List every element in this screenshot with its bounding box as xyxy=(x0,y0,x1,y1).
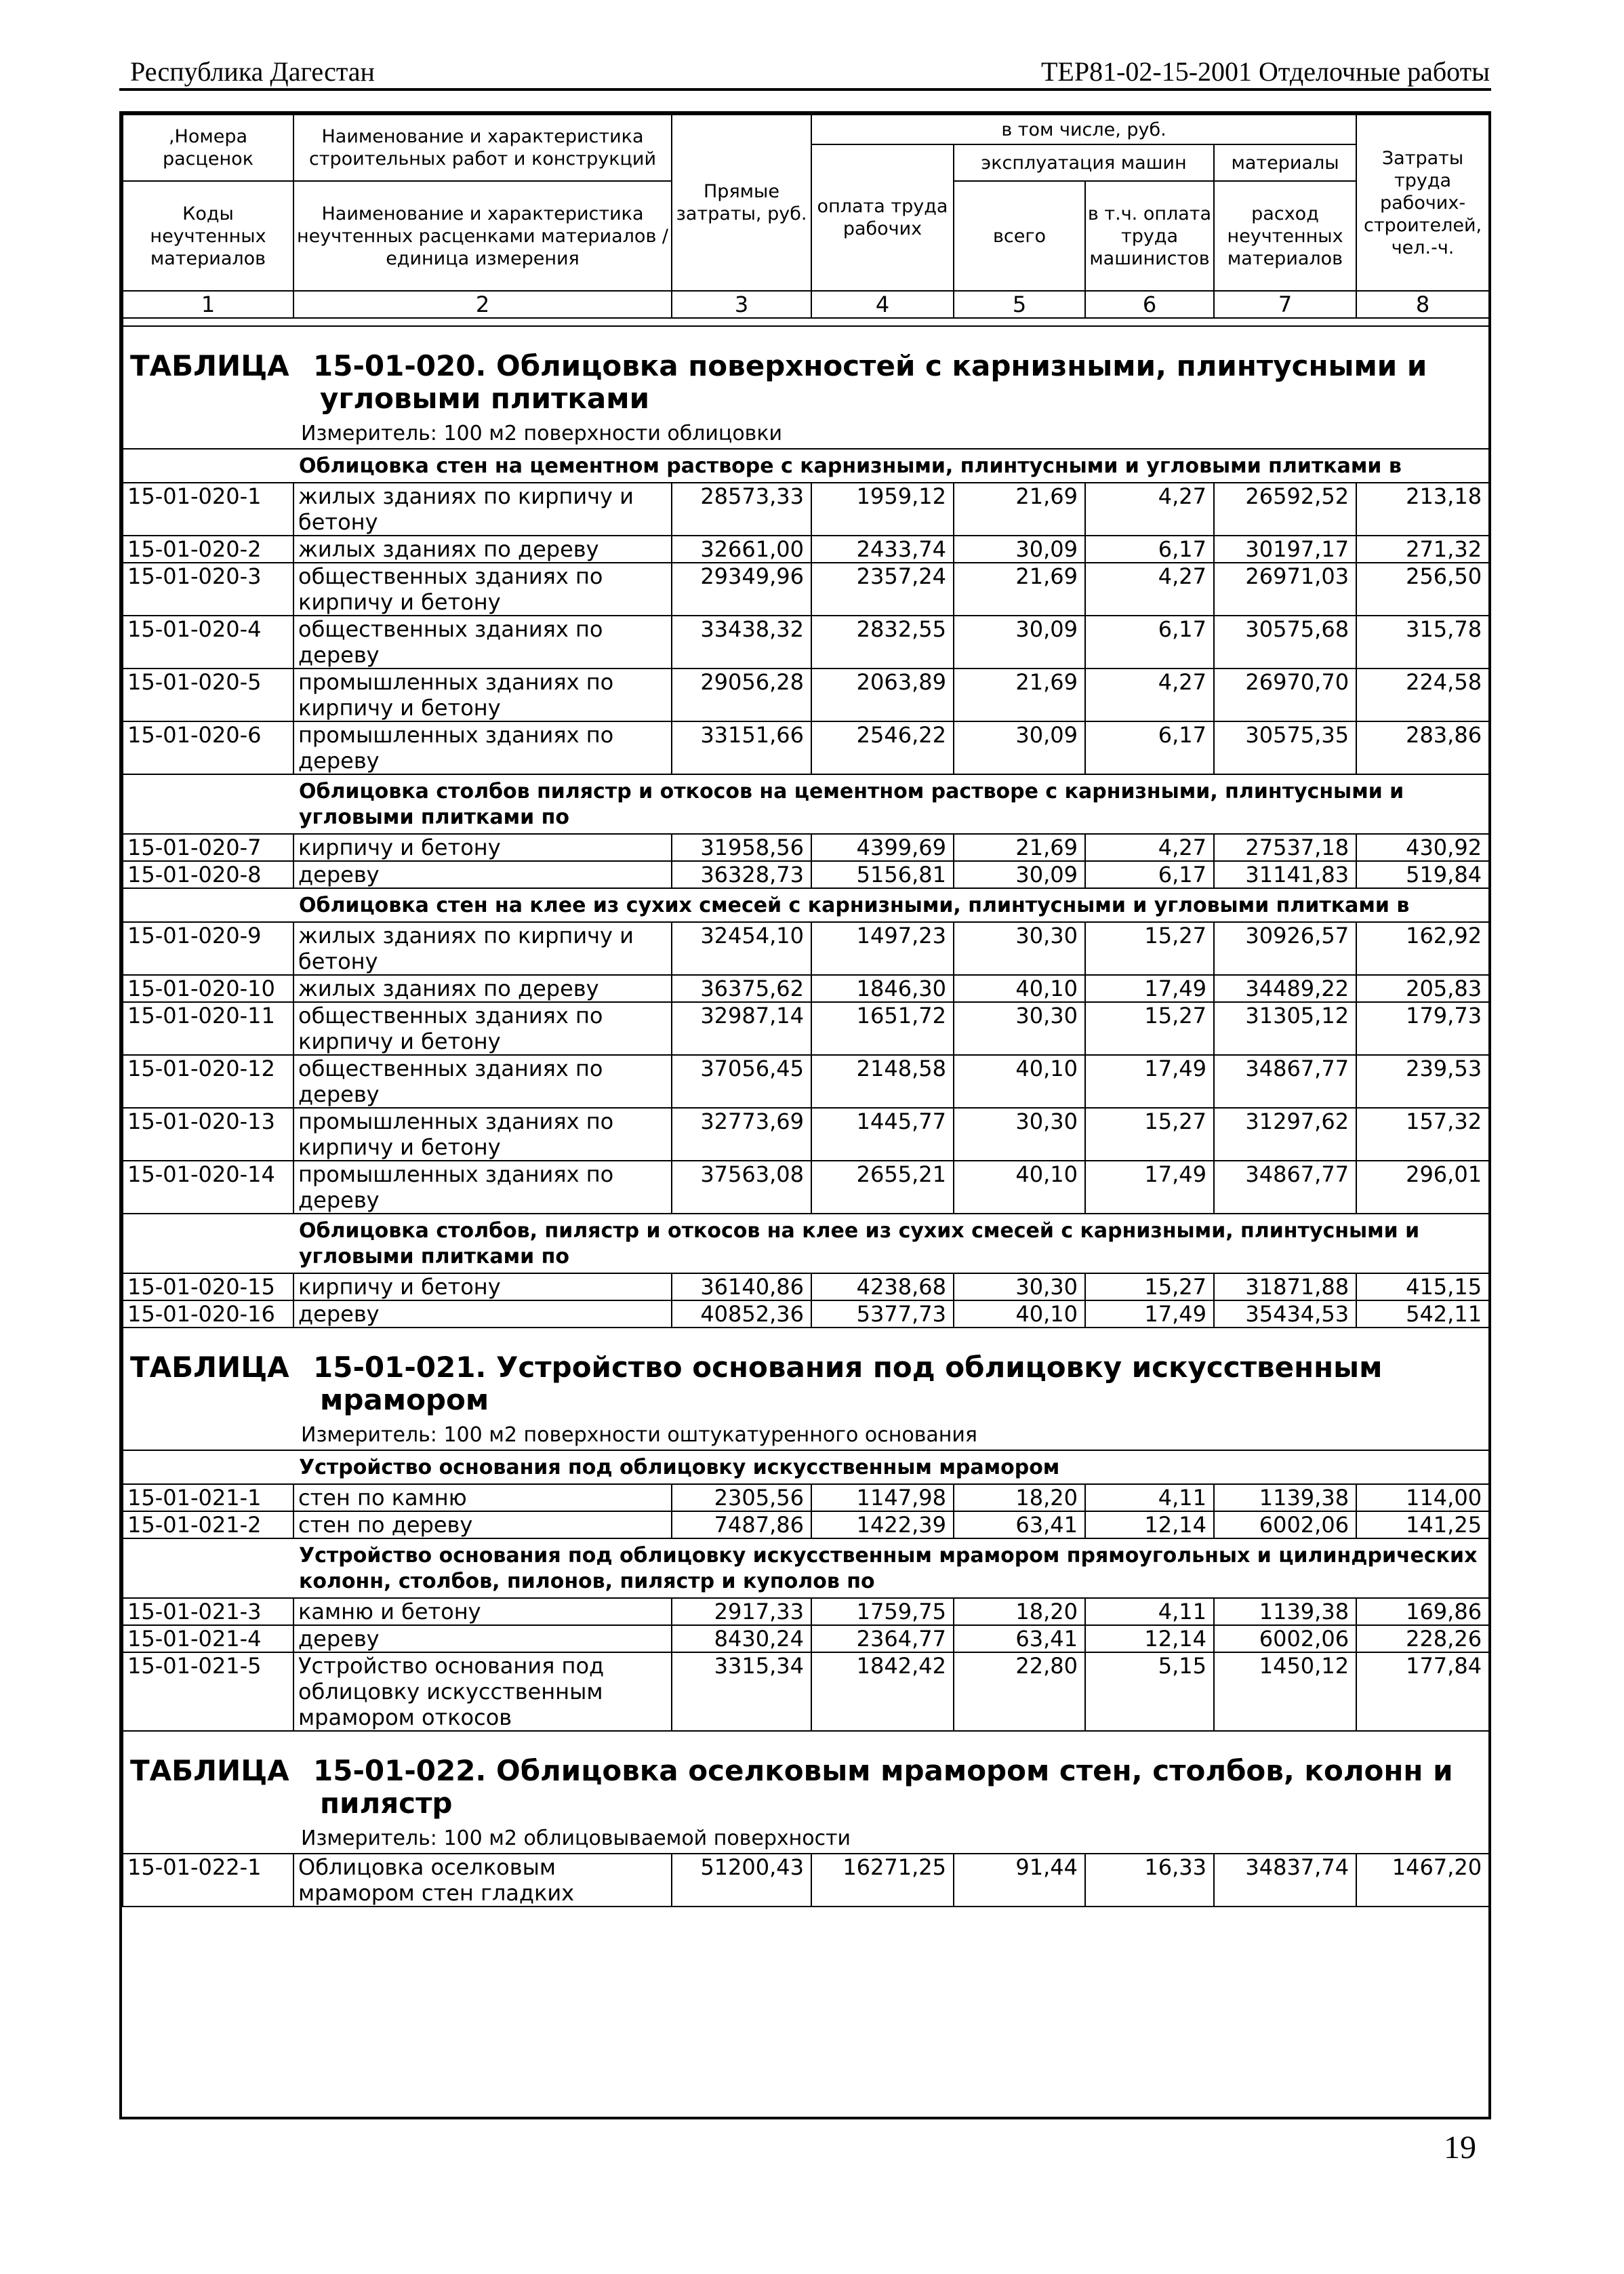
table-row xyxy=(123,1002,1489,1055)
rate-code: 15-01-020-13 xyxy=(123,1108,293,1161)
cost-value: 31305,12 xyxy=(1214,1002,1356,1055)
cost-value: 29349,96 xyxy=(672,563,811,616)
cost-value: 1139,38 xyxy=(1214,1598,1356,1625)
cost-value: 16,33 xyxy=(1085,1854,1214,1907)
cost-value: 40,10 xyxy=(954,975,1085,1002)
col2-header-top: Наименование и характеристика строительных работ и конструкций xyxy=(293,115,672,181)
cost-value: 1450,12 xyxy=(1214,1652,1356,1731)
cost-value: 4,11 xyxy=(1085,1598,1214,1625)
rate-code: 15-01-020-2 xyxy=(123,536,293,563)
price-table-frame xyxy=(119,111,1491,2119)
cost-value: 21,69 xyxy=(954,563,1085,616)
cost-value: 30575,68 xyxy=(1214,616,1356,669)
work-name: стен по камню xyxy=(293,1484,672,1511)
col5-header: всего xyxy=(954,181,1085,291)
cost-value: 169,86 xyxy=(1356,1598,1489,1625)
cost-value: 36328,73 xyxy=(672,861,811,888)
cost-value: 283,86 xyxy=(1356,721,1489,774)
cost-value: 157,32 xyxy=(1356,1108,1489,1161)
work-name: промышленных зданиях по дереву xyxy=(293,1161,672,1214)
work-name: жилых зданиях по дереву xyxy=(293,975,672,1002)
cost-value: 296,01 xyxy=(1356,1161,1489,1214)
col4-header: оплата труда рабочих xyxy=(811,144,954,291)
cost-value: 2433,74 xyxy=(811,536,954,563)
cost-value: 30,30 xyxy=(954,1273,1085,1300)
rate-code: 15-01-020-9 xyxy=(123,922,293,975)
rate-code: 15-01-020-14 xyxy=(123,1161,293,1214)
cost-value: 6,17 xyxy=(1085,861,1214,888)
cost-value: 1497,23 xyxy=(811,922,954,975)
cost-value: 34489,22 xyxy=(1214,975,1356,1002)
cost-value: 4238,68 xyxy=(811,1273,954,1300)
cost-value: 30,30 xyxy=(954,1002,1085,1055)
work-name: промышленных зданиях по кирпичу и бетону xyxy=(293,669,672,721)
cost-value: 256,50 xyxy=(1356,563,1489,616)
cost-value: 17,49 xyxy=(1085,1300,1214,1328)
cost-value: 15,27 xyxy=(1085,1273,1214,1300)
cost-value: 415,15 xyxy=(1356,1273,1489,1300)
cost-value: 6002,06 xyxy=(1214,1625,1356,1652)
col7-header: расход неучтенных материалов xyxy=(1214,181,1356,291)
cost-value: 177,84 xyxy=(1356,1652,1489,1731)
col2-header-bottom: Наименование и характеристика неучтенных расценками материалов / единица измерения xyxy=(293,181,672,291)
cost-value: 29056,28 xyxy=(672,669,811,721)
cost-value: 32454,10 xyxy=(672,922,811,975)
table-row xyxy=(123,721,1489,774)
work-name: камню и бетону xyxy=(293,1598,672,1625)
group-heading: Облицовка стен на цементном растворе с карнизными, плинтусными и угловыми плитками в xyxy=(293,449,1489,483)
table-row xyxy=(123,616,1489,669)
table-row xyxy=(123,1273,1489,1300)
cost-value: 18,20 xyxy=(954,1484,1085,1511)
work-name: стен по дереву xyxy=(293,1511,672,1538)
table-row xyxy=(123,483,1489,536)
cost-value: 27537,18 xyxy=(1214,834,1356,861)
table-row xyxy=(123,1300,1489,1328)
work-name: промышленных зданиях по дереву xyxy=(293,721,672,774)
work-name: Устройство основания под облицовку искусственным мрамором откосов xyxy=(293,1652,672,1731)
cost-value: 2063,89 xyxy=(811,669,954,721)
incl-header: в том числе, руб. xyxy=(811,115,1356,144)
column-numbers: 1 2 3 4 5 6 7 8 xyxy=(123,291,1489,318)
machines-header: эксплуатация машин xyxy=(954,144,1214,181)
cost-value: 30,09 xyxy=(954,616,1085,669)
document-code: ТЕР81-02-15-2001 Отделочные работы xyxy=(1040,56,1490,87)
measure-unit: Измеритель: 100 м2 поверхности облицовки xyxy=(123,419,1489,449)
table-row xyxy=(123,1511,1489,1538)
cost-value: 16271,25 xyxy=(811,1854,954,1907)
table-row xyxy=(123,1625,1489,1652)
work-name: жилых зданиях по кирпичу и бетону xyxy=(293,922,672,975)
rate-code: 15-01-020-1 xyxy=(123,483,293,536)
rate-code: 15-01-021-5 xyxy=(123,1652,293,1731)
cost-value: 34867,77 xyxy=(1214,1161,1356,1214)
cost-value: 31297,62 xyxy=(1214,1108,1356,1161)
group-heading: Устройство основания под облицовку искусственным мрамором прямоугольных и цилиндрических колонн, столбов, пилонов, пилястр и куполов по xyxy=(293,1538,1489,1598)
work-name: жилых зданиях по дереву xyxy=(293,536,672,563)
cost-value: 30,30 xyxy=(954,922,1085,975)
rate-code: 15-01-020-5 xyxy=(123,669,293,721)
table-row xyxy=(123,975,1489,1002)
cost-value: 1842,42 xyxy=(811,1652,954,1731)
table-row xyxy=(123,1598,1489,1625)
cost-value: 15,27 xyxy=(1085,922,1214,975)
cost-value: 40852,36 xyxy=(672,1300,811,1328)
cost-value: 228,26 xyxy=(1356,1625,1489,1652)
rate-code: 15-01-020-15 xyxy=(123,1273,293,1300)
cost-value: 2364,77 xyxy=(811,1625,954,1652)
cost-value: 1467,20 xyxy=(1356,1854,1489,1907)
rate-code: 15-01-020-10 xyxy=(123,975,293,1002)
work-name: общественных зданиях по кирпичу и бетону xyxy=(293,563,672,616)
cost-value: 17,49 xyxy=(1085,1055,1214,1108)
cost-value: 37563,08 xyxy=(672,1161,811,1214)
cost-value: 31871,88 xyxy=(1214,1273,1356,1300)
cost-value: 36140,86 xyxy=(672,1273,811,1300)
cost-value: 4,11 xyxy=(1085,1484,1214,1511)
cost-value: 31958,56 xyxy=(672,834,811,861)
cost-value: 542,11 xyxy=(1356,1300,1489,1328)
cost-value: 4,27 xyxy=(1085,834,1214,861)
table-row xyxy=(123,861,1489,888)
cost-value: 6,17 xyxy=(1085,536,1214,563)
cost-value: 33438,32 xyxy=(672,616,811,669)
cost-value: 35434,53 xyxy=(1214,1300,1356,1328)
cost-value: 17,49 xyxy=(1085,975,1214,1002)
region-name: Республика Дагестан xyxy=(130,56,375,87)
cost-value: 271,32 xyxy=(1356,536,1489,563)
rate-code: 15-01-020-3 xyxy=(123,563,293,616)
cost-value: 30,09 xyxy=(954,861,1085,888)
rate-code: 15-01-022-1 xyxy=(123,1854,293,1907)
cost-value: 21,69 xyxy=(954,483,1085,536)
cost-value: 36375,62 xyxy=(672,975,811,1002)
table-row xyxy=(123,669,1489,721)
work-name: общественных зданиях по дереву xyxy=(293,1055,672,1108)
cost-value: 2148,58 xyxy=(811,1055,954,1108)
cost-value: 63,41 xyxy=(954,1625,1085,1652)
cost-value: 32773,69 xyxy=(672,1108,811,1161)
table-title-t20: ТАБЛИЦА 15-01-020. Облицовка поверхностей с карнизными, плинтусными и угловыми плитками xyxy=(123,326,1489,419)
page-number: 19 xyxy=(1444,2130,1476,2166)
col3-header: Прямые затраты, руб. xyxy=(672,115,811,291)
rate-code: 15-01-020-12 xyxy=(123,1055,293,1108)
table-row xyxy=(123,563,1489,616)
cost-value: 1139,38 xyxy=(1214,1484,1356,1511)
cost-value: 2832,55 xyxy=(811,616,954,669)
rate-code: 15-01-020-6 xyxy=(123,721,293,774)
group-heading: Облицовка столбов пилястр и откосов на цементном растворе с карнизными, плинтусными и угловыми плитками по xyxy=(293,774,1489,834)
table-row xyxy=(123,1854,1489,1907)
cost-value: 430,92 xyxy=(1356,834,1489,861)
cost-value: 34867,77 xyxy=(1214,1055,1356,1108)
cost-value: 4,27 xyxy=(1085,563,1214,616)
rate-code: 15-01-021-4 xyxy=(123,1625,293,1652)
cost-value: 1759,75 xyxy=(811,1598,954,1625)
measure-unit: Измеритель: 100 м2 поверхности оштукатуренного основания xyxy=(123,1420,1489,1450)
cost-value: 5377,73 xyxy=(811,1300,954,1328)
rate-code: 15-01-020-16 xyxy=(123,1300,293,1328)
work-name: дереву xyxy=(293,861,672,888)
table-title-t22: ТАБЛИЦА 15-01-022. Облицовка оселковым мрамором стен, столбов, колонн и пилястр xyxy=(123,1731,1489,1824)
work-name: промышленных зданиях по кирпичу и бетону xyxy=(293,1108,672,1161)
cost-value: 31141,83 xyxy=(1214,861,1356,888)
cost-value: 30575,35 xyxy=(1214,721,1356,774)
cost-value: 6,17 xyxy=(1085,616,1214,669)
group-heading: Устройство основания под облицовку искусственным мрамором xyxy=(293,1450,1489,1484)
cost-value: 2917,33 xyxy=(672,1598,811,1625)
cost-value: 21,69 xyxy=(954,669,1085,721)
cost-value: 30,09 xyxy=(954,721,1085,774)
cost-value: 32987,14 xyxy=(672,1002,811,1055)
work-name: кирпичу и бетону xyxy=(293,834,672,861)
table-row xyxy=(123,1055,1489,1108)
cost-value: 114,00 xyxy=(1356,1484,1489,1511)
cost-value: 26971,03 xyxy=(1214,563,1356,616)
cost-value: 1445,77 xyxy=(811,1108,954,1161)
cost-value: 17,49 xyxy=(1085,1161,1214,1214)
cost-value: 3315,34 xyxy=(672,1652,811,1731)
table-row xyxy=(123,1484,1489,1511)
cost-value: 2546,22 xyxy=(811,721,954,774)
cost-value: 141,25 xyxy=(1356,1511,1489,1538)
cost-value: 40,10 xyxy=(954,1300,1085,1328)
cost-value: 26970,70 xyxy=(1214,669,1356,721)
cost-value: 1651,72 xyxy=(811,1002,954,1055)
price-table xyxy=(122,114,1490,1907)
cost-value: 162,92 xyxy=(1356,922,1489,975)
cost-value: 15,27 xyxy=(1085,1002,1214,1055)
cost-value: 63,41 xyxy=(954,1511,1085,1538)
group-heading: Облицовка столбов, пилястр и откосов на клее из сухих смесей с карнизными, плинтусными и угловыми плитками по xyxy=(293,1214,1489,1273)
cost-value: 18,20 xyxy=(954,1598,1085,1625)
work-name: общественных зданиях по кирпичу и бетону xyxy=(293,1002,672,1055)
cost-value: 7487,86 xyxy=(672,1511,811,1538)
work-name: общественных зданиях по дереву xyxy=(293,616,672,669)
cost-value: 2305,56 xyxy=(672,1484,811,1511)
cost-value: 91,44 xyxy=(954,1854,1085,1907)
table-row xyxy=(123,834,1489,861)
measure-unit: Измеритель: 100 м2 облицовываемой поверхности xyxy=(123,1824,1489,1854)
work-name: кирпичу и бетону xyxy=(293,1273,672,1300)
cost-value: 37056,45 xyxy=(672,1055,811,1108)
group-heading: Облицовка стен на клее из сухих смесей с карнизными, плинтусными и угловыми плитками в xyxy=(293,888,1489,922)
cost-value: 1846,30 xyxy=(811,975,954,1002)
col1-header-top: ,Номера расценок xyxy=(123,115,293,181)
cost-value: 8430,24 xyxy=(672,1625,811,1652)
work-name: жилых зданиях по кирпичу и бетону xyxy=(293,483,672,536)
cost-value: 40,10 xyxy=(954,1161,1085,1214)
materials-header: материалы xyxy=(1214,144,1356,181)
cost-value: 315,78 xyxy=(1356,616,1489,669)
cost-value: 32661,00 xyxy=(672,536,811,563)
cost-value: 28573,33 xyxy=(672,483,811,536)
cost-value: 12,14 xyxy=(1085,1625,1214,1652)
cost-value: 5,15 xyxy=(1085,1652,1214,1731)
work-name: Облицовка оселковым мрамором стен гладких xyxy=(293,1854,672,1907)
cost-value: 26592,52 xyxy=(1214,483,1356,536)
cost-value: 519,84 xyxy=(1356,861,1489,888)
cost-value: 213,18 xyxy=(1356,483,1489,536)
rate-code: 15-01-021-3 xyxy=(123,1598,293,1625)
work-name: дереву xyxy=(293,1625,672,1652)
cost-value: 239,53 xyxy=(1356,1055,1489,1108)
rate-code: 15-01-020-4 xyxy=(123,616,293,669)
cost-value: 2357,24 xyxy=(811,563,954,616)
page-header xyxy=(119,47,1491,91)
rate-code: 15-01-021-2 xyxy=(123,1511,293,1538)
cost-value: 1959,12 xyxy=(811,483,954,536)
cost-value: 34837,74 xyxy=(1214,1854,1356,1907)
cost-value: 1147,98 xyxy=(811,1484,954,1511)
cost-value: 22,80 xyxy=(954,1652,1085,1731)
cost-value: 224,58 xyxy=(1356,669,1489,721)
cost-value: 15,27 xyxy=(1085,1108,1214,1161)
cost-value: 179,73 xyxy=(1356,1002,1489,1055)
cost-value: 6,17 xyxy=(1085,721,1214,774)
cost-value: 30,30 xyxy=(954,1108,1085,1161)
cost-value: 5156,81 xyxy=(811,861,954,888)
cost-value: 51200,43 xyxy=(672,1854,811,1907)
cost-value: 4,27 xyxy=(1085,483,1214,536)
cost-value: 2655,21 xyxy=(811,1161,954,1214)
cost-value: 33151,66 xyxy=(672,721,811,774)
rate-code: 15-01-020-7 xyxy=(123,834,293,861)
cost-value: 6002,06 xyxy=(1214,1511,1356,1538)
cost-value: 1422,39 xyxy=(811,1511,954,1538)
cost-value: 30197,17 xyxy=(1214,536,1356,563)
work-name: дереву xyxy=(293,1300,672,1328)
cost-value: 30926,57 xyxy=(1214,922,1356,975)
cost-value: 21,69 xyxy=(954,834,1085,861)
table-row xyxy=(123,1652,1489,1731)
rate-code: 15-01-020-11 xyxy=(123,1002,293,1055)
table-row xyxy=(123,1161,1489,1214)
cost-value: 205,83 xyxy=(1356,975,1489,1002)
cost-value: 4,27 xyxy=(1085,669,1214,721)
cost-value: 4399,69 xyxy=(811,834,954,861)
cost-value: 12,14 xyxy=(1085,1511,1214,1538)
rate-code: 15-01-021-1 xyxy=(123,1484,293,1511)
table-row xyxy=(123,536,1489,563)
col8-header: Затраты труда рабочих-строителей, чел.-ч. xyxy=(1356,115,1489,291)
rate-code: 15-01-020-8 xyxy=(123,861,293,888)
cost-value: 40,10 xyxy=(954,1055,1085,1108)
col6-header: в т.ч. оплата труда машинистов xyxy=(1085,181,1214,291)
table-row xyxy=(123,1108,1489,1161)
col1-header-bottom: Коды неучтенных материалов xyxy=(123,181,293,291)
table-title-t21: ТАБЛИЦА 15-01-021. Устройство основания под облицовку искусственным мрамором xyxy=(123,1328,1489,1420)
cost-value: 30,09 xyxy=(954,536,1085,563)
table-row xyxy=(123,922,1489,975)
